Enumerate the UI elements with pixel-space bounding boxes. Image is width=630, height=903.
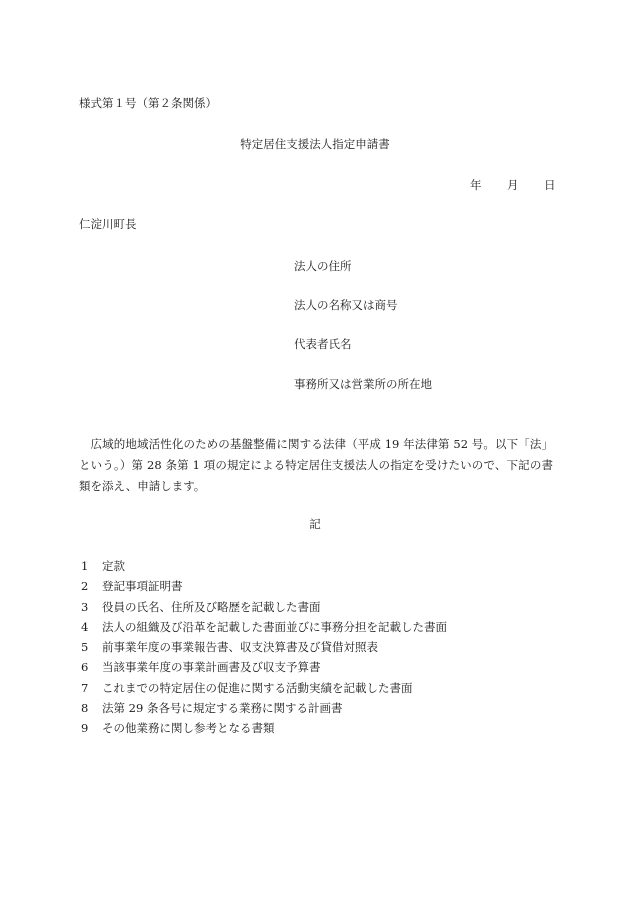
item-text: 法第 29 条各号に規定する業務に関する計画書 (102, 701, 343, 716)
list-item (81, 597, 447, 617)
item-text: 役員の氏名、住所及び略歴を記載した書面 (102, 599, 321, 614)
list-item (81, 678, 447, 698)
list-item (81, 657, 447, 677)
office-location-label: 事務所又は営業所の所在地 (294, 377, 432, 391)
date-year: 年 (470, 178, 482, 192)
item-number: 5 (81, 640, 89, 655)
item-number: 8 (81, 701, 89, 716)
recipient: 仁淀川町長 (79, 217, 137, 231)
item-number: 9 (81, 721, 89, 736)
attachment-list (81, 556, 447, 739)
item-number: 2 (81, 579, 89, 594)
form-number-label: 様式第１号（第２条関係） (79, 96, 217, 110)
list-item (81, 556, 447, 576)
representative-name-label: 代表者氏名 (294, 337, 352, 351)
item-text: 登記事項証明書 (102, 579, 183, 594)
applicant-address-label: 法人の住所 (294, 259, 352, 273)
list-item (81, 576, 447, 596)
list-item (81, 617, 447, 637)
applicant-name-label: 法人の名称又は商号 (294, 298, 398, 312)
body-line: 広域的地域活性化のための基盤整備に関する法律（平成 19 年法律第 52 号。以下「法」 (90, 437, 553, 451)
item-text: その他業務に関し参考となる書類 (102, 721, 275, 736)
ki-heading: 記 (309, 517, 321, 531)
document-title: 特定居住支援法人指定申請書 (240, 137, 390, 151)
date-day: 日 (544, 178, 556, 192)
item-number: 7 (81, 680, 89, 695)
item-number: 3 (81, 599, 89, 614)
list-item (81, 718, 447, 738)
body-line: 類を添え、申請します。 (79, 479, 206, 493)
list-item (81, 637, 447, 657)
item-text: 前事業年度の事業報告書、収支決算書及び貸借対照表 (102, 640, 378, 655)
item-text: 当該事業年度の事業計画書及び収支予算書 (102, 660, 321, 675)
body-line: という。）第 28 条第 1 項の規定による特定居住支援法人の指定を受けたいので、下記の書 (79, 458, 553, 472)
item-text: 法人の組織及び沿革を記載した書面並びに事務分担を記載した書面 (102, 619, 447, 634)
date-line (470, 177, 556, 193)
application-body (79, 434, 553, 497)
item-number: 6 (81, 660, 89, 675)
item-number: 1 (81, 559, 89, 573)
item-number: 4 (81, 619, 89, 634)
item-text: 定款 (102, 559, 125, 573)
list-item (81, 698, 447, 718)
item-text: これまでの特定居住の促進に関する活動実績を記載した書面 (102, 680, 413, 695)
date-month: 月 (507, 178, 519, 192)
